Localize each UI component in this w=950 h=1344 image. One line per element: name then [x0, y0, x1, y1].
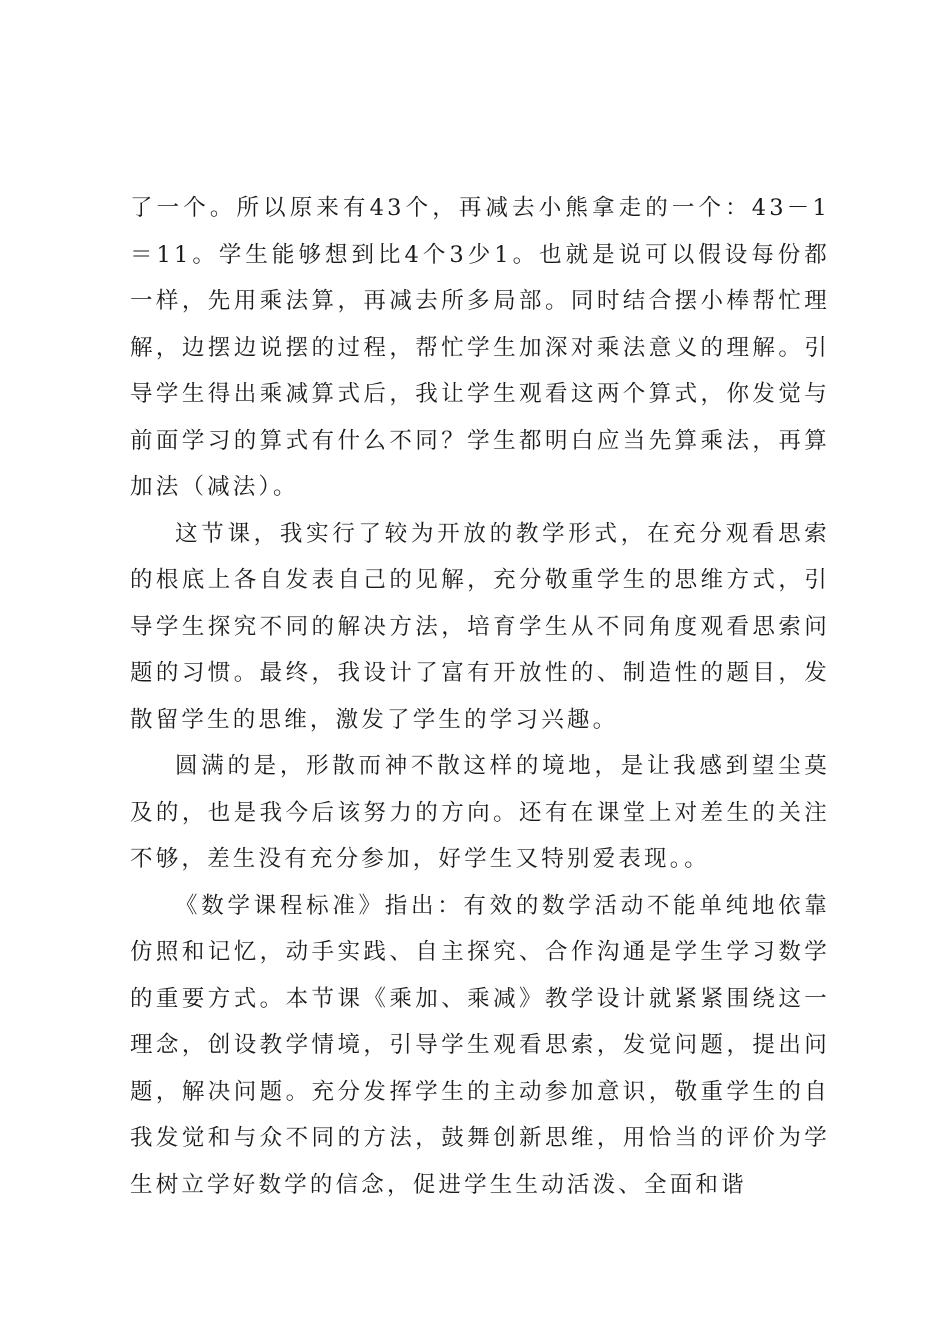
paragraph-1: 了一个。所以原来有43个，再减去小熊拿走的一个：43－1＝11。学生能够想到比4个3少1。也就是说可以假设每份都一样，先用乘法算，再减去所多局部。同时结合摆小棒帮忙理解，边摆边说摆的过程，帮忙学生加深对乘法意义的理解。引导学生得出乘减算式后，我让学生观看这两个算式，你发觉与前面学习的算式有什么不同？学生都明白应当先算乘法，再算加法（减法）。 — [130, 195, 830, 500]
document-body — [130, 185, 830, 1208]
paragraph-2: 这节课，我实行了较为开放的教学形式，在充分观看思索的根底上各自发表自己的见解，充分敬重学生的思维方式，引导学生探究不同的解决方法，培育学生从不同角度观看思索问题的习惯。最终，我设计了富有开放性的、制造性的题目，发散留学生的思维，激发了学生的学习兴趣。 — [130, 520, 830, 733]
paragraph-4: 《数学课程标准》指出：有效的数学活动不能单纯地依靠仿照和记忆，动手实践、自主探究、合作沟通是学生学习数学的重要方式。本节课《乘加、乘减》教学设计就紧紧围绕这一理念，创设教学情境，引导学生观看思索，发觉问题，提出问题，解决问题。充分发挥学生的主动参加意识，敬重学生的自我发觉和与众不同的方法，鼓舞创新思维，用恰当的评价为学生树立学好数学的信念，促进学生生动活泼、全面和谐 — [130, 892, 830, 1198]
paragraph-3: 圆满的是，形散而神不散这样的境地，是让我感到望尘莫及的，也是我今后该努力的方向。还有在课堂上对差生的关注不够，差生没有充分参加，好学生又特别爱表现。。 — [130, 753, 830, 872]
